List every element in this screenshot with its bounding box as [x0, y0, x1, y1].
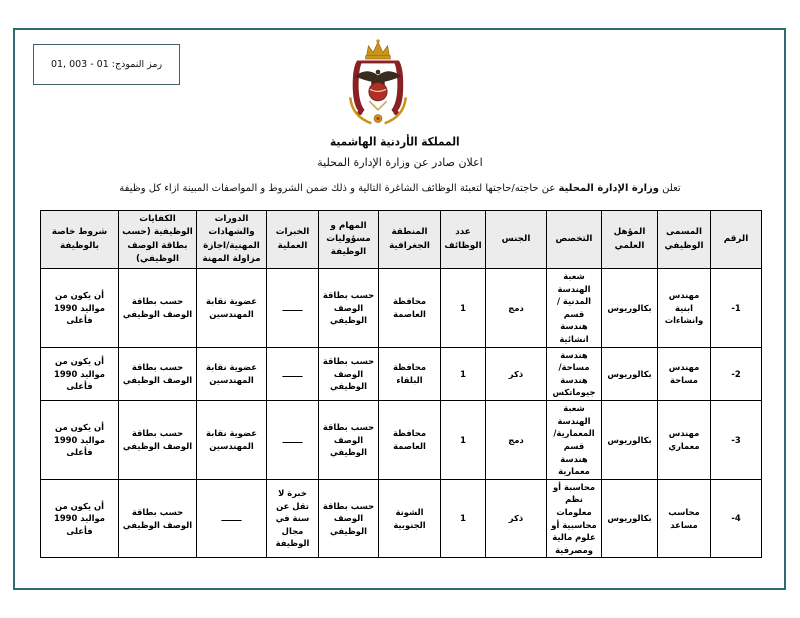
cell-duties: حسب بطاقة الوصف الوظيفي: [319, 347, 379, 400]
cell-courses: [197, 479, 267, 558]
jordan-coat-of-arms: [330, 38, 460, 149]
col-header-job-title: المسمى الوظيفي: [658, 211, 711, 269]
cell-duties: حسب بطاقة الوصف الوظيفي: [319, 479, 379, 558]
table-row: [41, 347, 762, 400]
cell-job-title: مهندس معماري: [658, 401, 711, 480]
cell-count: 1: [441, 401, 486, 480]
subtitle-rest: عن حاجته/حاجتها لتعبئة الوظائف الشاغرة التالية و ذلك ضمن الشروط و المواصفات المبينة ازاء كل وظيفة: [119, 183, 559, 194]
cell-job-title: محاسب مساعد: [658, 479, 711, 558]
cell-count: 1: [441, 479, 486, 558]
cell-competencies: حسب بطاقة الوصف الوظيفي: [119, 401, 197, 480]
cell-specialization: هندسة مساحة/ هندسة جيوماتكس: [547, 347, 602, 400]
cell-qualification: بكالوريوس: [602, 479, 658, 558]
cell-qualification: بكالوريوس: [602, 401, 658, 480]
col-header-qualification: المؤهل العلمي: [602, 211, 658, 269]
table-header-row: [41, 211, 762, 269]
announcement-subtitle: [50, 183, 750, 194]
cell-experience: [267, 269, 319, 348]
announcement-title: اعلان صادر عن وزارة الإدارة المحلية: [317, 156, 483, 169]
cell-job-title: مهندس مساحة: [658, 347, 711, 400]
form-code-value: 01, 003 - 01: [50, 59, 109, 70]
vacancies-table: [40, 210, 762, 558]
cell-number: [711, 347, 762, 400]
coat-of-arms-icon: [330, 38, 426, 130]
cell-number: [711, 479, 762, 558]
kingdom-name-calligraphy: المملكة الأردنية الهاشمية: [330, 135, 460, 149]
subtitle-prefix: تعلن: [658, 183, 681, 194]
row-number: -4: [731, 513, 741, 524]
cell-conditions: أن يكون من مواليد 1990 فأعلى: [41, 479, 119, 558]
table-row: [41, 269, 762, 348]
blank-line: ـــــــ: [282, 434, 303, 445]
cell-courses: عضوية نقابة المهندسين: [197, 347, 267, 400]
cell-region: محافظة العاصمة: [379, 269, 441, 348]
cell-qualification: بكالوريوس: [602, 347, 658, 400]
col-header-conditions: شروط خاصة بالوظيفة: [41, 211, 119, 269]
cell-region: محافظة العاصمة: [379, 401, 441, 480]
col-header-number: الرقم: [711, 211, 762, 269]
cell-gender: دمج: [486, 269, 547, 348]
cell-conditions: أن يكون من مواليد 1990 فأعلى: [41, 347, 119, 400]
row-number: -2: [731, 368, 741, 379]
cell-specialization: شعبة الهندسة المدنية /قسم هندسة انشائية: [547, 269, 602, 348]
cell-courses: عضوية نقابة المهندسين: [197, 401, 267, 480]
form-code-box: [33, 44, 180, 85]
cell-gender: ذكر: [486, 347, 547, 400]
col-header-count: عدد الوظائف: [441, 211, 486, 269]
subtitle-ministry-bold: وزارة الإدارة المحلية: [558, 183, 659, 194]
cell-conditions: أن يكون من مواليد 1990 فأعلى: [41, 269, 119, 348]
cell-duties: حسب بطاقة الوصف الوظيفي: [319, 401, 379, 480]
table-row: [41, 479, 762, 558]
col-header-experience: الخبرات العملية: [267, 211, 319, 269]
cell-region: الشونة الجنوبية: [379, 479, 441, 558]
cell-experience: خبرة لا تقل عن سنة في مجال الوظيفة: [267, 479, 319, 558]
cell-gender: دمج: [486, 401, 547, 480]
col-header-courses: الدورات والشهادات المهنية/اجازة مزاولة المهنة: [197, 211, 267, 269]
col-header-specialization: التخصص: [547, 211, 602, 269]
cell-gender: ذكر: [486, 479, 547, 558]
col-header-duties: المهام و مسؤوليات الوظيفة: [319, 211, 379, 269]
cell-experience: [267, 401, 319, 480]
row-number: -1: [731, 302, 741, 313]
cell-experience: [267, 347, 319, 400]
cell-competencies: حسب بطاقة الوصف الوظيفي: [119, 479, 197, 558]
cell-job-title: مهندس ابنية وانشاءات: [658, 269, 711, 348]
cell-specialization: شعبة الهندسة المعمارية/ قسم هندسة معمارية: [547, 401, 602, 480]
cell-count: 1: [441, 269, 486, 348]
cell-qualification: بكالوريوس: [602, 269, 658, 348]
col-header-competencies: الكفايات الوظيفية (حسب بطاقة الوصف الوظيفي): [119, 211, 197, 269]
col-header-region: المنطقة الجغرافية: [379, 211, 441, 269]
row-number: -3: [731, 434, 741, 445]
blank-line: ـــــــ: [282, 302, 303, 313]
form-code-label: رمز النموذج:: [111, 59, 163, 70]
cell-number: [711, 269, 762, 348]
cell-count: 1: [441, 347, 486, 400]
cell-number: [711, 401, 762, 480]
blank-line: ـــــــ: [282, 368, 303, 379]
col-header-gender: الجنس: [486, 211, 547, 269]
blank-line: ـــــــ: [221, 513, 242, 524]
cell-specialization: محاسبة أو نظم معلومات محاسبية أو علوم مالية ومصرفية: [547, 479, 602, 558]
cell-courses: عضوية نقابة المهندسين: [197, 269, 267, 348]
cell-region: محافظة البلقاء: [379, 347, 441, 400]
table-row: [41, 401, 762, 480]
cell-competencies: حسب بطاقة الوصف الوظيفي: [119, 269, 197, 348]
cell-competencies: حسب بطاقة الوصف الوظيفي: [119, 347, 197, 400]
cell-conditions: أن يكون من مواليد 1990 فأعلى: [41, 401, 119, 480]
cell-duties: حسب بطاقة الوصف الوظيفي: [319, 269, 379, 348]
